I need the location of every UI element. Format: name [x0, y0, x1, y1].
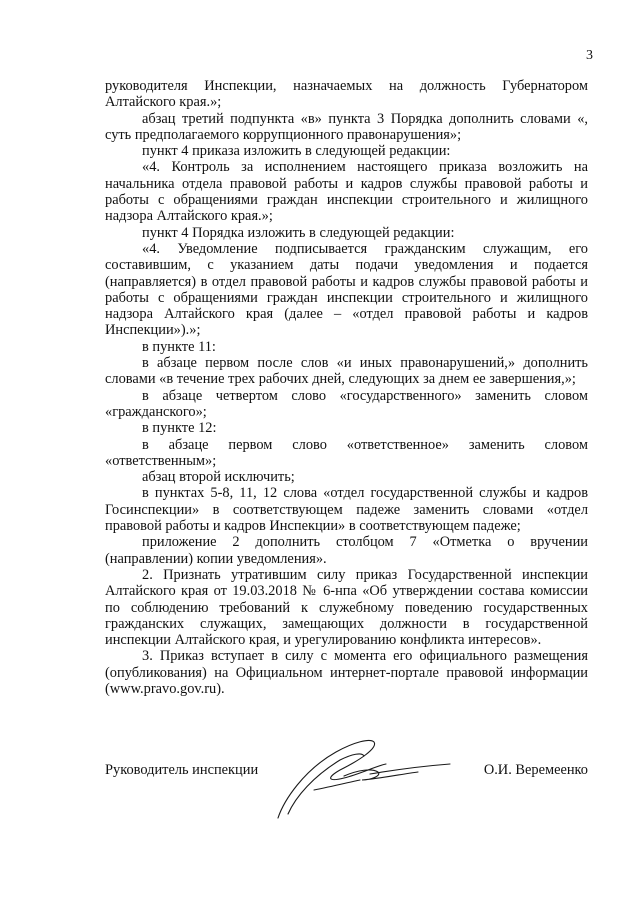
paragraph: «4. Уведомление подписывается гражданским служащим, его составившим, с указанием даты подачи уведомления и подается (направляется) в отдел правовой работы и кадров службы правовой работы и работы с обращениями граждан инспекции строительного и жилищного надзора Алтайского края (далее – «отдел правовой работы и кадров Инспекции»).»;: [105, 240, 588, 339]
page-number: 3: [586, 48, 593, 63]
paragraph: абзац второй исключить;: [142, 469, 295, 486]
paragraph: приложение 2 дополнить столбцом 7 «Отметка о вручении (направлении) копии уведомления».: [105, 534, 588, 567]
paragraph: в пункте 12:: [142, 420, 217, 437]
paragraph: в абзаце первом слово «ответственное» заменить словом «ответственным»;: [105, 436, 588, 469]
paragraph: в абзаце четвертом слово «государственного» заменить словом «гражданского»;: [105, 387, 588, 420]
paragraph: 3. Приказ вступает в силу с момента его официального размещения (опубликования) на Официальном интернет-портале правовой информации (www.pravo.gov.ru).: [105, 648, 588, 697]
paragraph: пункт 4 Порядка изложить в следующей редакции:: [142, 224, 455, 241]
paragraph: в пунктах 5-8, 11, 12 слова «отдел государственной службы и кадров Госинспекции» в соответствующем падеже заменить словами «отдел правовой работы и кадров Инспекции» в соответствующем падеже;: [105, 485, 588, 535]
paragraph: в пункте 11:: [142, 338, 216, 355]
paragraph: «4. Контроль за исполнением настоящего приказа возложить на начальника отдела правовой работы и кадров службы правовой работы и работы с обращениями граждан инспекции строительного и жилищного надзора Алтайского края.»;: [105, 159, 588, 225]
paragraph: руководителя Инспекции, назначаемых на должность Губернатором Алтайского края.»;: [105, 78, 588, 111]
handwritten-signature: [274, 730, 454, 825]
paragraph: пункт 4 приказа изложить в следующей редакции:: [142, 143, 451, 160]
document-body: [105, 78, 588, 697]
signer-name: О.И. Веремеенко: [483, 762, 588, 778]
paragraph: 2. Признать утратившим силу приказ Государственной инспекции Алтайского края от 19.03.2018 № 6-нпа «Об утверждении состава комиссии по соблюдению требований к служебному поведению государственных гражданских служащих, замещающих должности в государственной инспекции Алтайского края, и урегулированию конфликта интересов».: [105, 566, 588, 649]
paragraph: абзац третий подпункта «в» пункта 3 Порядка дополнить словами «, суть предполагаемого коррупционного правонарушения»;: [105, 110, 588, 143]
paragraph: в абзаце первом после слов «и иных правонарушений,» дополнить словами «в течение трех рабочих дней, следующих за днем ее завершения,»;: [105, 355, 588, 388]
signer-title: Руководитель инспекции: [105, 762, 259, 778]
